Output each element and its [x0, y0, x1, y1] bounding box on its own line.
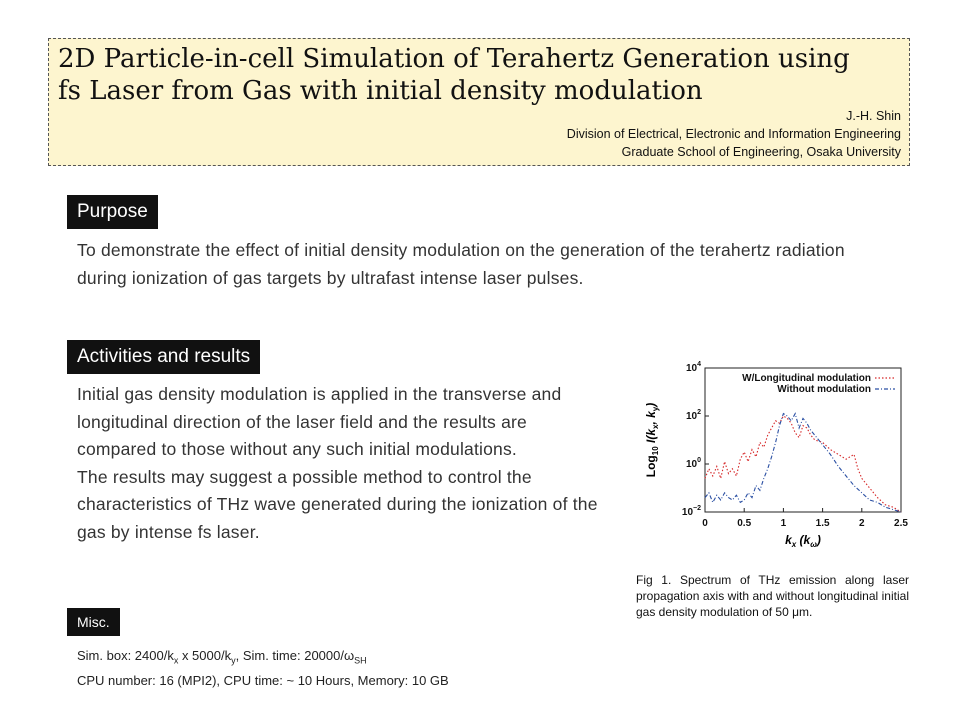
sim-box-prefix: Sim. box: 2400/k: [77, 648, 174, 663]
activities-label: Activities and results: [67, 340, 260, 374]
plot-area: [682, 361, 908, 529]
author-name: J.-H. Shin: [846, 109, 901, 123]
title-box: [48, 38, 910, 166]
y-label-log: Log: [644, 455, 658, 478]
y-label-comma: , k: [644, 411, 658, 425]
y-tick-label: $10^{-2}$: [681, 505, 701, 518]
y-tick-label: $10^2$: [685, 409, 701, 422]
sim-box-sub-x: x: [173, 655, 179, 666]
sim-box-sub-y: y: [231, 655, 236, 666]
spectrum-chart: [628, 352, 918, 562]
sim-box-line: [77, 646, 449, 671]
affiliation-line-2: Graduate School of Engineering, Osaka University: [621, 145, 901, 159]
title-line-1: 2D Particle-in-cell Simulation of Terahertz Generation using: [58, 44, 850, 74]
y-tick-label: $10^4$: [685, 361, 701, 374]
purpose-text: To demonstrate the effect of initial density modulation on the generation of the terahertz radiation during ionization of gas targets by ultrafast intense laser pulses.: [77, 240, 845, 288]
series-line-1: [705, 414, 901, 512]
x-axis-label: [785, 533, 821, 549]
misc-label: Misc.: [67, 608, 120, 636]
y-label-sub: 10: [651, 446, 660, 456]
x-tick-label: 0: [702, 518, 708, 529]
y-tick-label: $10^0$: [685, 457, 701, 470]
title-line-2: fs Laser from Gas with initial density modulation: [58, 76, 703, 106]
x-tick-label: 2.5: [894, 518, 908, 529]
x-tick-label: 1.5: [815, 518, 830, 529]
y-label-sub-y: y: [651, 406, 660, 412]
x-tick-label: 0.5: [737, 518, 752, 529]
affiliation-line-1: Division of Electrical, Electronic and Information Engineering: [566, 127, 901, 141]
y-label-sub-x: x: [651, 424, 660, 429]
activities-text: Initial gas density modulation is applied in the transverse and longitudinal direction of the laser field and the results are compared to those without any such initial modulations. The results may suggest a possible method to control the characteristics of THz wave generated during the ionization of the gas by intense fs laser.: [77, 384, 598, 542]
y-label-i: I(k: [644, 429, 658, 447]
legend-label-1: Without modulation: [777, 384, 871, 395]
misc-text: [77, 646, 449, 690]
x-label-k: k: [785, 533, 792, 547]
purpose-label: Purpose: [67, 195, 158, 229]
cpu-line: CPU number: 16 (MPI2), CPU time: ~ 10 Hours, Memory: 10 GB: [77, 672, 449, 688]
x-label-unit-sub: ω: [810, 540, 817, 549]
sim-time: , Sim. time: 20000/ω: [235, 648, 355, 663]
x-label-sub: x: [791, 540, 797, 549]
x-label-close: ): [816, 533, 821, 547]
sim-box-mid: x 5000/k: [178, 648, 232, 663]
x-tick-label: 1: [780, 518, 787, 529]
x-tick-label: 2: [859, 518, 865, 529]
series-line-0: [705, 416, 901, 512]
sim-time-sub: SH: [354, 655, 367, 666]
figure-caption: Fig 1. Spectrum of THz emission along laser propagation axis with and without longitudinal initial gas density modulation of 50 μm.: [636, 573, 909, 619]
y-axis-label: [644, 403, 660, 478]
page-title: [58, 43, 903, 107]
x-label-unit: (k: [796, 533, 811, 547]
y-label-close: ): [644, 402, 658, 407]
legend-label-0: W/Longitudinal modulation: [742, 373, 871, 384]
author-block: [567, 107, 901, 161]
